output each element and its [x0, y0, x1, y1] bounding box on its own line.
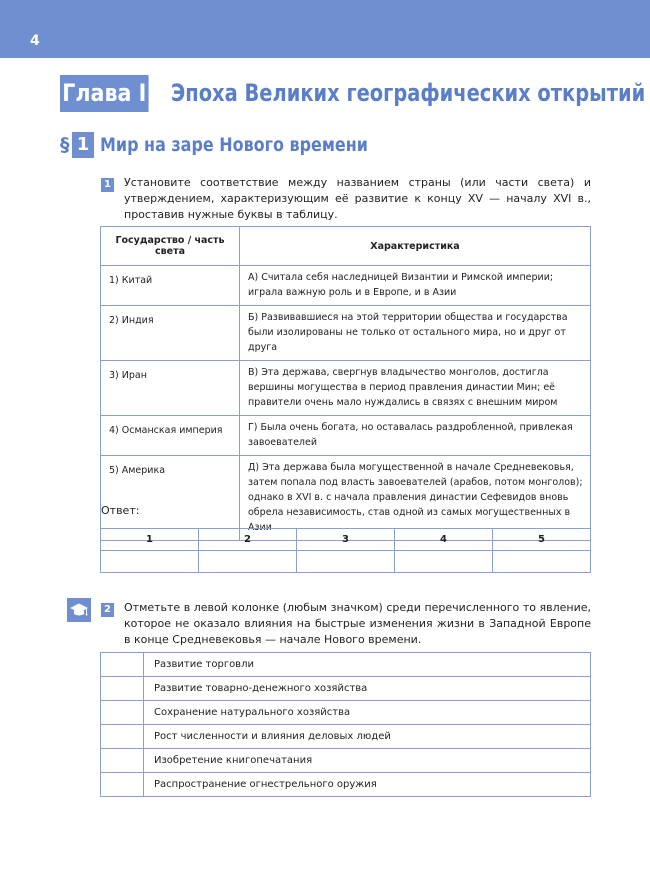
task2-text: Отметьте в левой колонке (любым значком) среди перечисленного то явление, которое не оказало влияния на быстрые изменения жизни в Западной Европе в конце Средневековья — начале Нового времени.: [124, 601, 591, 646]
phenomenon-item: Сохранение натурального хозяйства: [144, 701, 591, 725]
description-cell: Г) Была очень богата, но оставалась раздробленной, привлекая завоевателей: [240, 416, 591, 456]
top-banner: [0, 0, 650, 58]
task1-number: 1: [101, 178, 114, 192]
graduation-cap-icon: [67, 598, 91, 622]
task1-text: Установите соответствие между названием страны (или части света) и утверждением, характеризующим её развитие к концу XV — началу XVI в., проставив нужные буквы в таблицу.: [124, 176, 591, 221]
task2-number: 2: [101, 603, 114, 617]
phenomenon-item: Рост численности и влияния деловых людей: [144, 725, 591, 749]
answer-cell-1[interactable]: [101, 551, 199, 573]
table-row: [101, 677, 591, 701]
phenomena-table: [100, 652, 591, 797]
answer-column-label: 3: [297, 529, 395, 551]
table-row: [101, 749, 591, 773]
answer-column-label: 5: [493, 529, 591, 551]
description-cell: Д) Эта держава была могущественной в начале Средневековья, затем попала под власть завоевателей (арабов, потом монголов); однако в XVI в. с начала правления династии Сефевидов вновь обрела независимость, став одной из самых могущественных в Азии: [240, 456, 591, 541]
table-row: [101, 416, 591, 456]
answer-column-label: 2: [199, 529, 297, 551]
mark-cell[interactable]: [101, 773, 144, 797]
answer-column-label: 4: [395, 529, 493, 551]
mark-cell[interactable]: [101, 749, 144, 773]
country-cell: 4) Османская империя: [101, 416, 240, 456]
table-row: [101, 361, 591, 416]
country-cell: 5) Америка: [101, 456, 240, 541]
mark-cell[interactable]: [101, 701, 144, 725]
answer-input-row: [101, 551, 591, 573]
country-cell: 1) Китай: [101, 266, 240, 306]
answer-cell-5[interactable]: [493, 551, 591, 573]
answer-header-row: [101, 529, 591, 551]
country-cell: 2) Индия: [101, 306, 240, 361]
matching-table-header: [101, 227, 591, 266]
description-cell: В) Эта держава, свергнув владычество монголов, достигла вершины могущества в период правления династии Мин; её правители очень мало нуждались в связях с внешним миром: [240, 361, 591, 416]
answer-cell-2[interactable]: [199, 551, 297, 573]
table-row: [101, 725, 591, 749]
answer-label: Ответ:: [101, 504, 140, 517]
mark-cell[interactable]: [101, 653, 144, 677]
answer-table: [100, 528, 591, 573]
matching-table: [100, 226, 591, 541]
page-number: 4: [30, 33, 40, 49]
section-number: 1: [72, 132, 94, 158]
answer-cell-4[interactable]: [395, 551, 493, 573]
table-row: [101, 653, 591, 677]
table-row: [101, 306, 591, 361]
mark-cell[interactable]: [101, 677, 144, 701]
table-row: [101, 701, 591, 725]
description-cell: Б) Развивавшиеся на этой территории общества и государства были изолированы не только от остального мира, но и друг от друга: [240, 306, 591, 361]
country-cell: 3) Иран: [101, 361, 240, 416]
answer-cell-3[interactable]: [297, 551, 395, 573]
phenomenon-item: Развитие торговли: [144, 653, 591, 677]
header-description: Характеристика: [240, 227, 591, 266]
mark-cell[interactable]: [101, 725, 144, 749]
chapter-title: Эпоха Великих географических открытий: [171, 79, 646, 107]
answer-column-label: 1: [101, 529, 199, 551]
phenomenon-item: Изобретение книгопечатания: [144, 749, 591, 773]
section-sign: §: [60, 134, 70, 156]
description-cell: А) Считала себя наследницей Византии и Римской империи; играла важную роль и в Европе, и в Азии: [240, 266, 591, 306]
phenomenon-item: Распространение огнестрельного оружия: [144, 773, 591, 797]
chapter-label: Глава I: [60, 75, 149, 112]
table-row: [101, 266, 591, 306]
header-country: Государство / часть света: [101, 227, 240, 266]
table-row: [101, 773, 591, 797]
phenomenon-item: Развитие товарно-денежного хозяйства: [144, 677, 591, 701]
section-title: Мир на заре Нового времени: [100, 134, 368, 156]
